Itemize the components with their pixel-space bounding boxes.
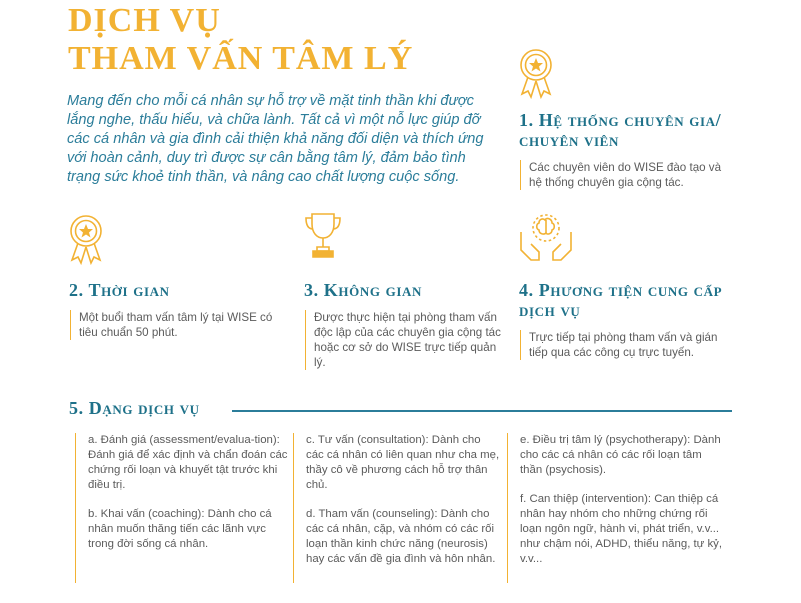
service-item-d: d. Tham vấn (counseling): Dành cho các cá nhân, cặp, và nhóm có các rối loạn thần kinh chức năng (neurosis) hay các vấn đề gia đình và hôn nhân.	[306, 508, 496, 565]
time-description: Một buổi tham vấn tâm lý tại WISE có tiêu chuẩn 50 phút.	[70, 310, 279, 340]
time-heading: 2. Thời gian	[69, 280, 170, 300]
award-medal-icon	[67, 213, 105, 267]
award-medal-icon	[517, 47, 555, 101]
service-column-3	[507, 433, 725, 583]
service-column-2	[293, 433, 501, 583]
service-types-heading: 5. Dạng dịch vụ	[69, 398, 200, 418]
means-description: Trực tiếp tại phòng tham vấn và gián tiếp qua các công cụ trực tuyến.	[520, 330, 729, 360]
hands-brain-icon	[517, 208, 575, 264]
intro-text: Mang đến cho mỗi cá nhân sự hỗ trợ về mặt tinh thần khi được lắng nghe, thấu hiểu, và chữa lành. Tất cả vì một nỗ lực giúp đỡ các cá nhân và gia đình cải thiện khả năng đối diện và thích ứng với hoàn cảnh, duy trì được sự cân bằng tâm lý, đảm bảo tình trạng sức khoẻ tinh thần, và nâng cao chất lượng cuộc sống.	[67, 93, 484, 185]
service-item-b: b. Khai vấn (coaching): Dành cho cá nhân muốn thăng tiến các lãnh vực trong đời sống cá nhân.	[88, 508, 272, 550]
page-title	[68, 2, 413, 78]
service-item-f: f. Can thiệp (intervention): Can thiệp cá nhân hay nhóm cho những chứng rối loạn ngôn ngữ, hành vi, phát triển, v.v... như chậm nói, ADHD, thiểu năng, tự kỷ, v.v...	[520, 493, 723, 565]
means-heading: 4. Phương tiện cung cấp dịch vụ	[519, 280, 723, 320]
experts-heading: 1. Hệ thống chuyên gia/ chuyên viên	[519, 110, 722, 150]
title-line-1: DỊCH VỤ	[68, 2, 221, 39]
trophy-icon	[303, 210, 343, 260]
service-column-1	[75, 433, 288, 583]
service-item-e: e. Điều trị tâm lý (psychotherapy): Dành cho các cá nhân có các rối loạn tâm thần (psychosis).	[520, 434, 721, 476]
section-divider	[232, 410, 732, 412]
title-line-2: THAM VẤN TÂM LÝ	[68, 40, 414, 77]
space-description: Được thực hiện tại phòng tham vấn độc lập của các chuyên gia cộng tác hoặc cơ sở do WISE trực tiếp quản lý.	[305, 310, 504, 370]
service-item-c: c. Tư vấn (consultation): Dành cho các cá nhân có liên quan như cha mẹ, thầy cô về phương cách hỗ trợ thân chủ.	[306, 434, 500, 491]
space-heading: 3. Không gian	[304, 280, 422, 300]
experts-description: Các chuyên viên do WISE đào tạo và hệ thống chuyên gia cộng tác.	[520, 160, 729, 190]
service-item-a: a. Đánh giá (assessment/evalua-tion): Đánh giá để xác định và chẩn đoán các chứng rối loạn và khuyết tật trước khi điều trị.	[88, 434, 288, 491]
